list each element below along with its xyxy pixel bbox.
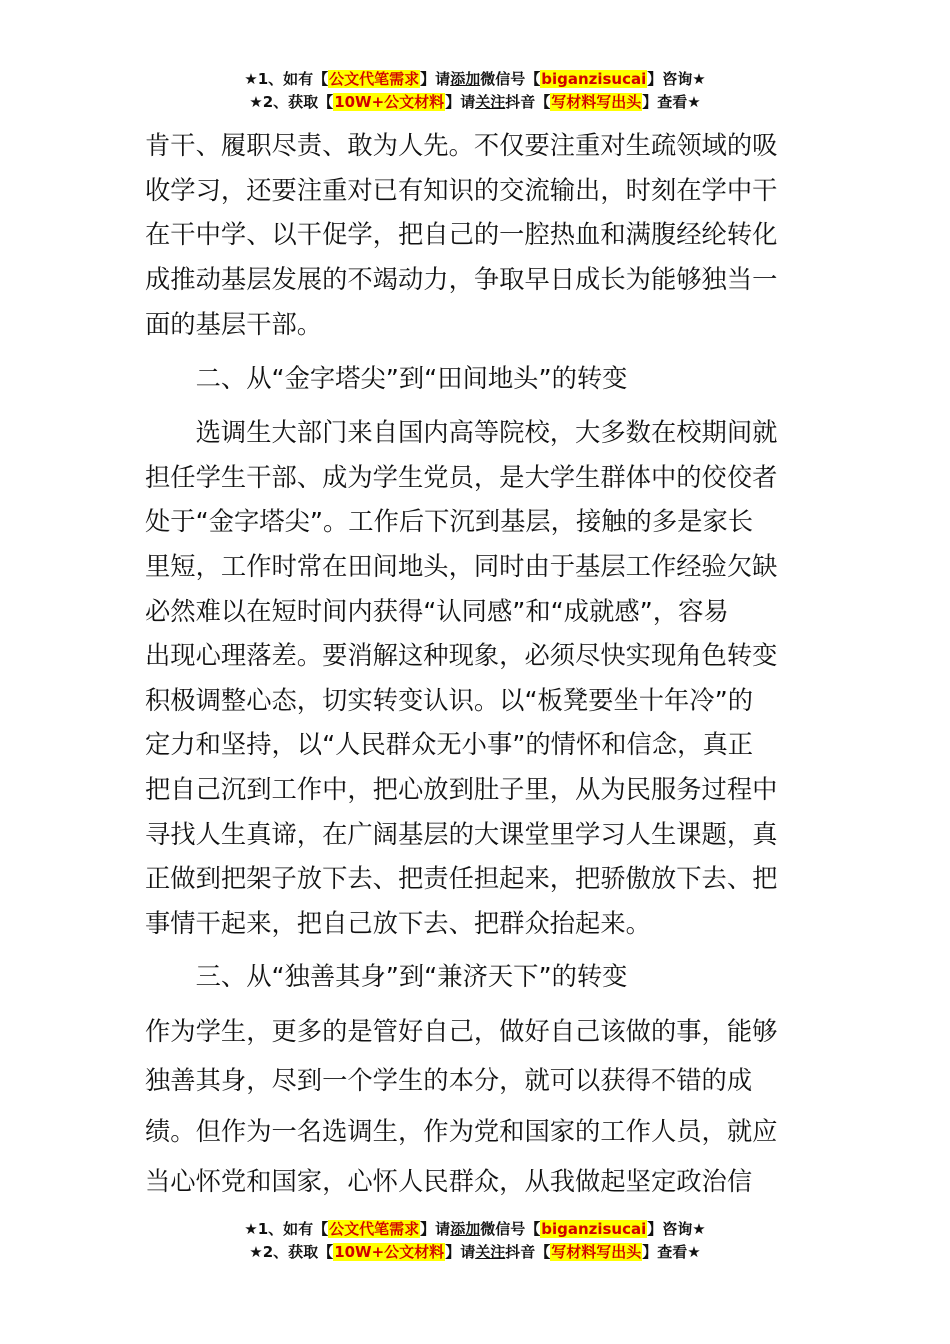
- section-heading: 二、从“金字塔尖”到“田间地头”的转变: [145, 364, 628, 393]
- banner-text: 抖音【: [505, 1243, 551, 1261]
- body-line: 事情干起来，把自己放下去、把群众抬起来。: [145, 909, 651, 938]
- banner-text: 】查看★: [642, 1243, 701, 1261]
- banner-text: 】请: [445, 1243, 476, 1261]
- banner-highlight: 10W+公文材料: [334, 1243, 445, 1261]
- body-line: 寻找人生真谛，在广阔基层的大课堂里学习人生课题，真: [145, 820, 778, 849]
- body-line: 选调生大部门来自国内高等院校，大多数在校期间就: [145, 418, 778, 447]
- banner-text: 】咨询★: [647, 1220, 706, 1238]
- body-line: 面的基层干部。: [145, 310, 323, 339]
- body-line: 收学习，还要注重对已有知识的交流输出，时刻在学中干: [145, 176, 778, 205]
- body-line: 正做到把架子放下去、把责任担起来，把骄傲放下去、把: [145, 864, 778, 893]
- banner-text: ★2、获取【: [249, 93, 334, 111]
- banner-line-1: [0, 68, 950, 91]
- body-line: 里短，工作时常在田间地头，同时由于基层工作经验欠缺: [145, 552, 778, 581]
- banner-text: ★2、获取【: [249, 1243, 334, 1261]
- banner-highlight: 10W+公文材料: [334, 93, 445, 111]
- banner-line-2: [0, 91, 950, 114]
- footer-banner: [0, 1218, 950, 1264]
- banner-line-1: [0, 1218, 950, 1241]
- banner-text: 微信号【: [480, 70, 541, 88]
- banner-highlight: biganzisucai: [541, 1220, 647, 1238]
- body-line: 独善其身，尽到一个学生的本分，就可以获得不错的成: [145, 1066, 753, 1095]
- banner-underline: 关注: [475, 1243, 506, 1261]
- body-line: 绩。但作为一名选调生，作为党和国家的工作人员，就应: [145, 1117, 778, 1146]
- banner-text: 】请: [420, 1220, 451, 1238]
- banner-text: 】请: [445, 93, 476, 111]
- body-line: 在干中学、以干促学，把自己的一腔热血和满腹经纶转化: [145, 220, 778, 249]
- banner-highlight: 写材料写出头: [551, 1243, 642, 1261]
- body-line: 作为学生，更多的是管好自己，做好自己该做的事，能够: [145, 1017, 778, 1046]
- banner-underline: 添加: [450, 1220, 481, 1238]
- banner-text: 】查看★: [642, 93, 701, 111]
- body-line: 处于“金字塔尖”。工作后下沉到基层，接触的多是家长: [145, 507, 754, 536]
- body-line: 当心怀党和国家，心怀人民群众，从我做起坚定政治信: [145, 1167, 753, 1196]
- body-line: 肯干、履职尽责、敢为人先。不仅要注重对生疏领域的吸: [145, 131, 778, 160]
- body-line: 担任学生干部、成为学生党员，是大学生群体中的佼佼者: [145, 463, 778, 492]
- banner-underline: 添加: [450, 70, 481, 88]
- banner-text: ★1、如有【: [244, 1220, 329, 1238]
- banner-text: 微信号【: [480, 1220, 541, 1238]
- body-line: 定力和坚持，以“人民群众无小事”的情怀和信念，真正: [145, 730, 754, 759]
- body-line: 把自己沉到工作中，把心放到肚子里，从为民服务过程中: [145, 775, 778, 804]
- banner-text: 抖音【: [505, 93, 551, 111]
- banner-underline: 关注: [475, 93, 506, 111]
- header-banner: [0, 68, 950, 114]
- banner-text: 】请: [420, 70, 451, 88]
- banner-text: 】咨询★: [647, 70, 706, 88]
- section-heading: 三、从“独善其身”到“兼济天下”的转变: [145, 962, 628, 991]
- body-line: 出现心理落差。要消解这种现象，必须尽快实现角色转变: [145, 641, 778, 670]
- body-line: 成推动基层发展的不竭动力，争取早日成长为能够独当一: [145, 265, 778, 294]
- banner-highlight: 公文代笔需求: [329, 1220, 420, 1238]
- banner-highlight: biganzisucai: [541, 70, 647, 88]
- body-line: 积极调整心态，切实转变认识。以“板凳要坐十年冷”的: [145, 686, 754, 715]
- body-line: 必然难以在短时间内获得“认同感”和“成就感”，容易: [145, 597, 729, 626]
- banner-highlight: 公文代笔需求: [329, 70, 420, 88]
- banner-highlight: 写材料写出头: [551, 93, 642, 111]
- banner-text: ★1、如有【: [244, 70, 329, 88]
- banner-line-2: [0, 1241, 950, 1264]
